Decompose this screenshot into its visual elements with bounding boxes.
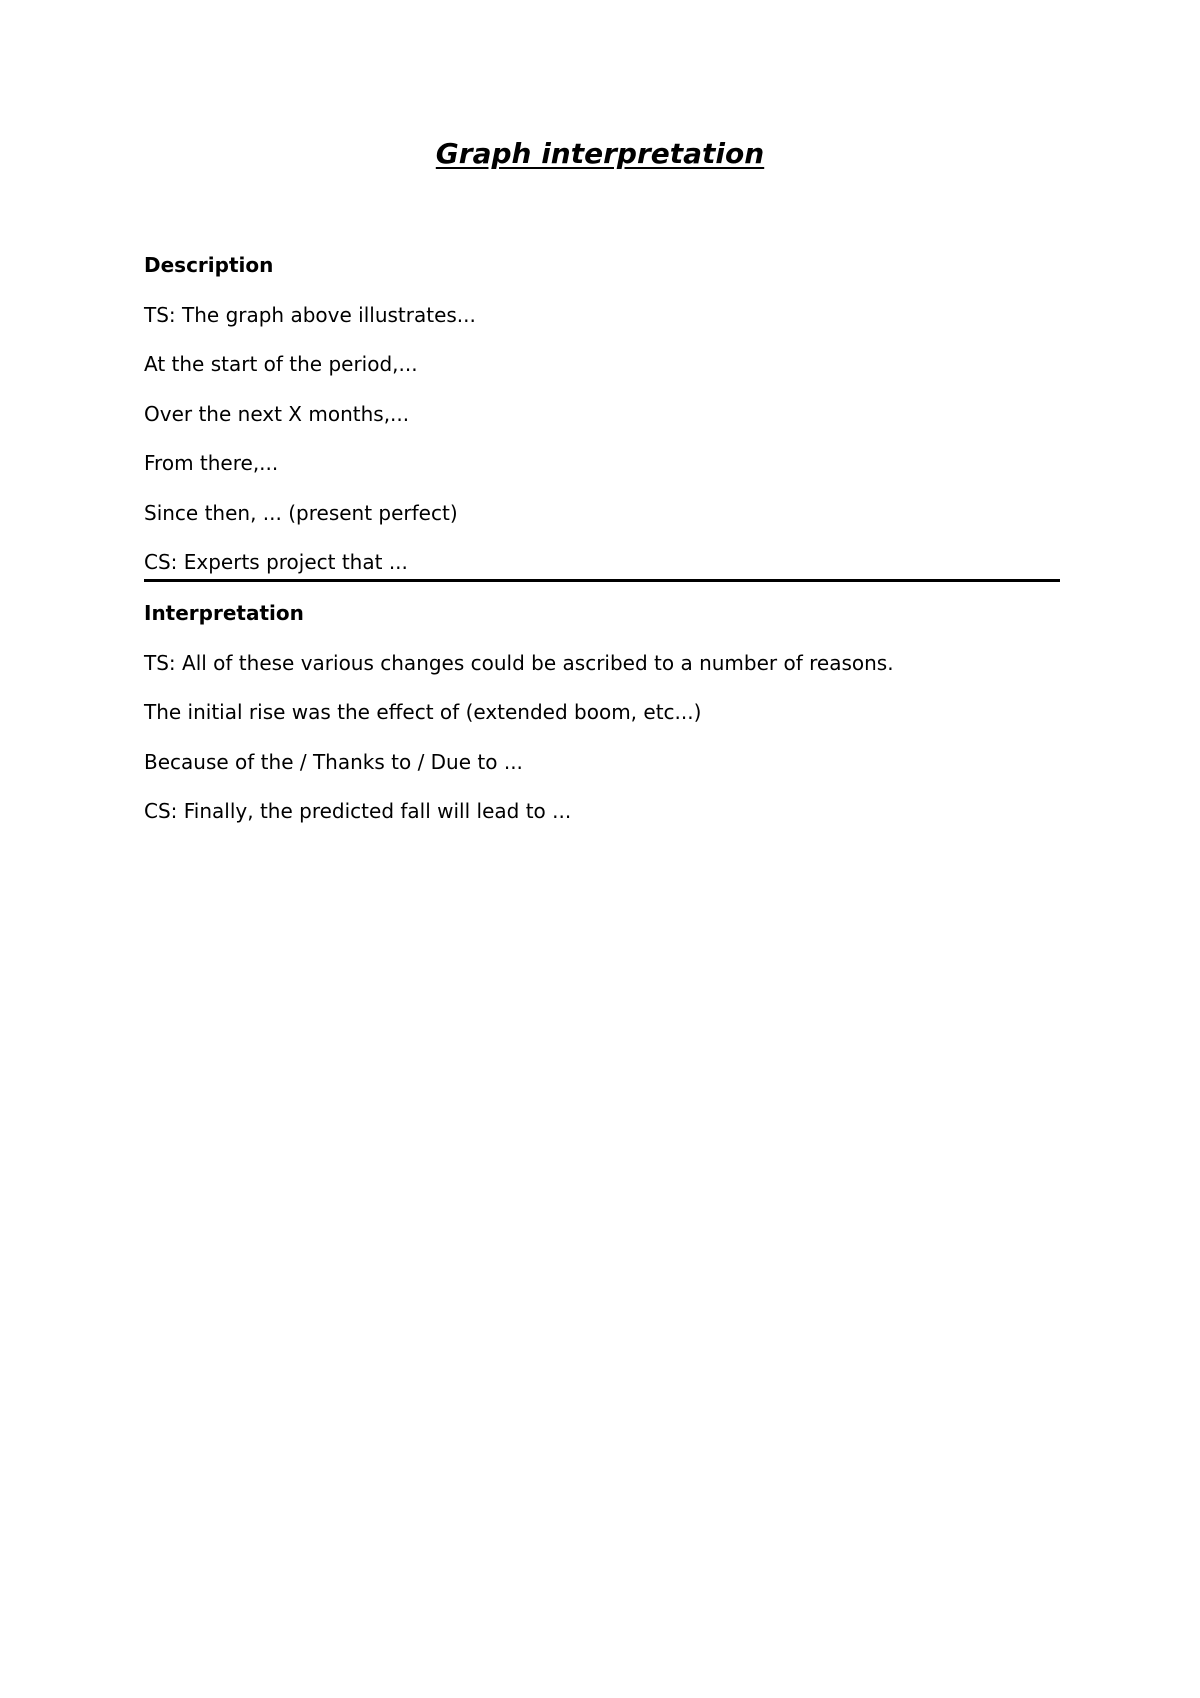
section-divider [144, 579, 1060, 582]
description-section [144, 250, 1060, 577]
section-heading-description: Description [144, 253, 274, 277]
interpretation-line: CS: Finally, the predicted fall will lead to ... [144, 799, 572, 823]
document-body [144, 250, 1060, 826]
page-title: Graph interpretation [435, 137, 765, 170]
description-line: Over the next X months,... [144, 401, 410, 426]
interpretation-line: TS: All of these various changes could be ascribed to a number of reasons. [144, 650, 894, 675]
description-line: Since then, ... (present perfect) [144, 500, 458, 525]
description-line: At the start of the period,... [144, 352, 418, 376]
interpretation-section [144, 598, 1060, 826]
description-line: CS: Experts project that ... [144, 550, 408, 574]
interpretation-line: Because of the / Thanks to / Due to ... [144, 749, 523, 774]
interpretation-line: The initial rise was the effect of (extended boom, etc...) [144, 700, 702, 724]
description-line: From there,... [144, 451, 279, 475]
section-heading-interpretation: Interpretation [144, 601, 304, 625]
description-line: TS: The graph above illustrates... [144, 302, 476, 327]
